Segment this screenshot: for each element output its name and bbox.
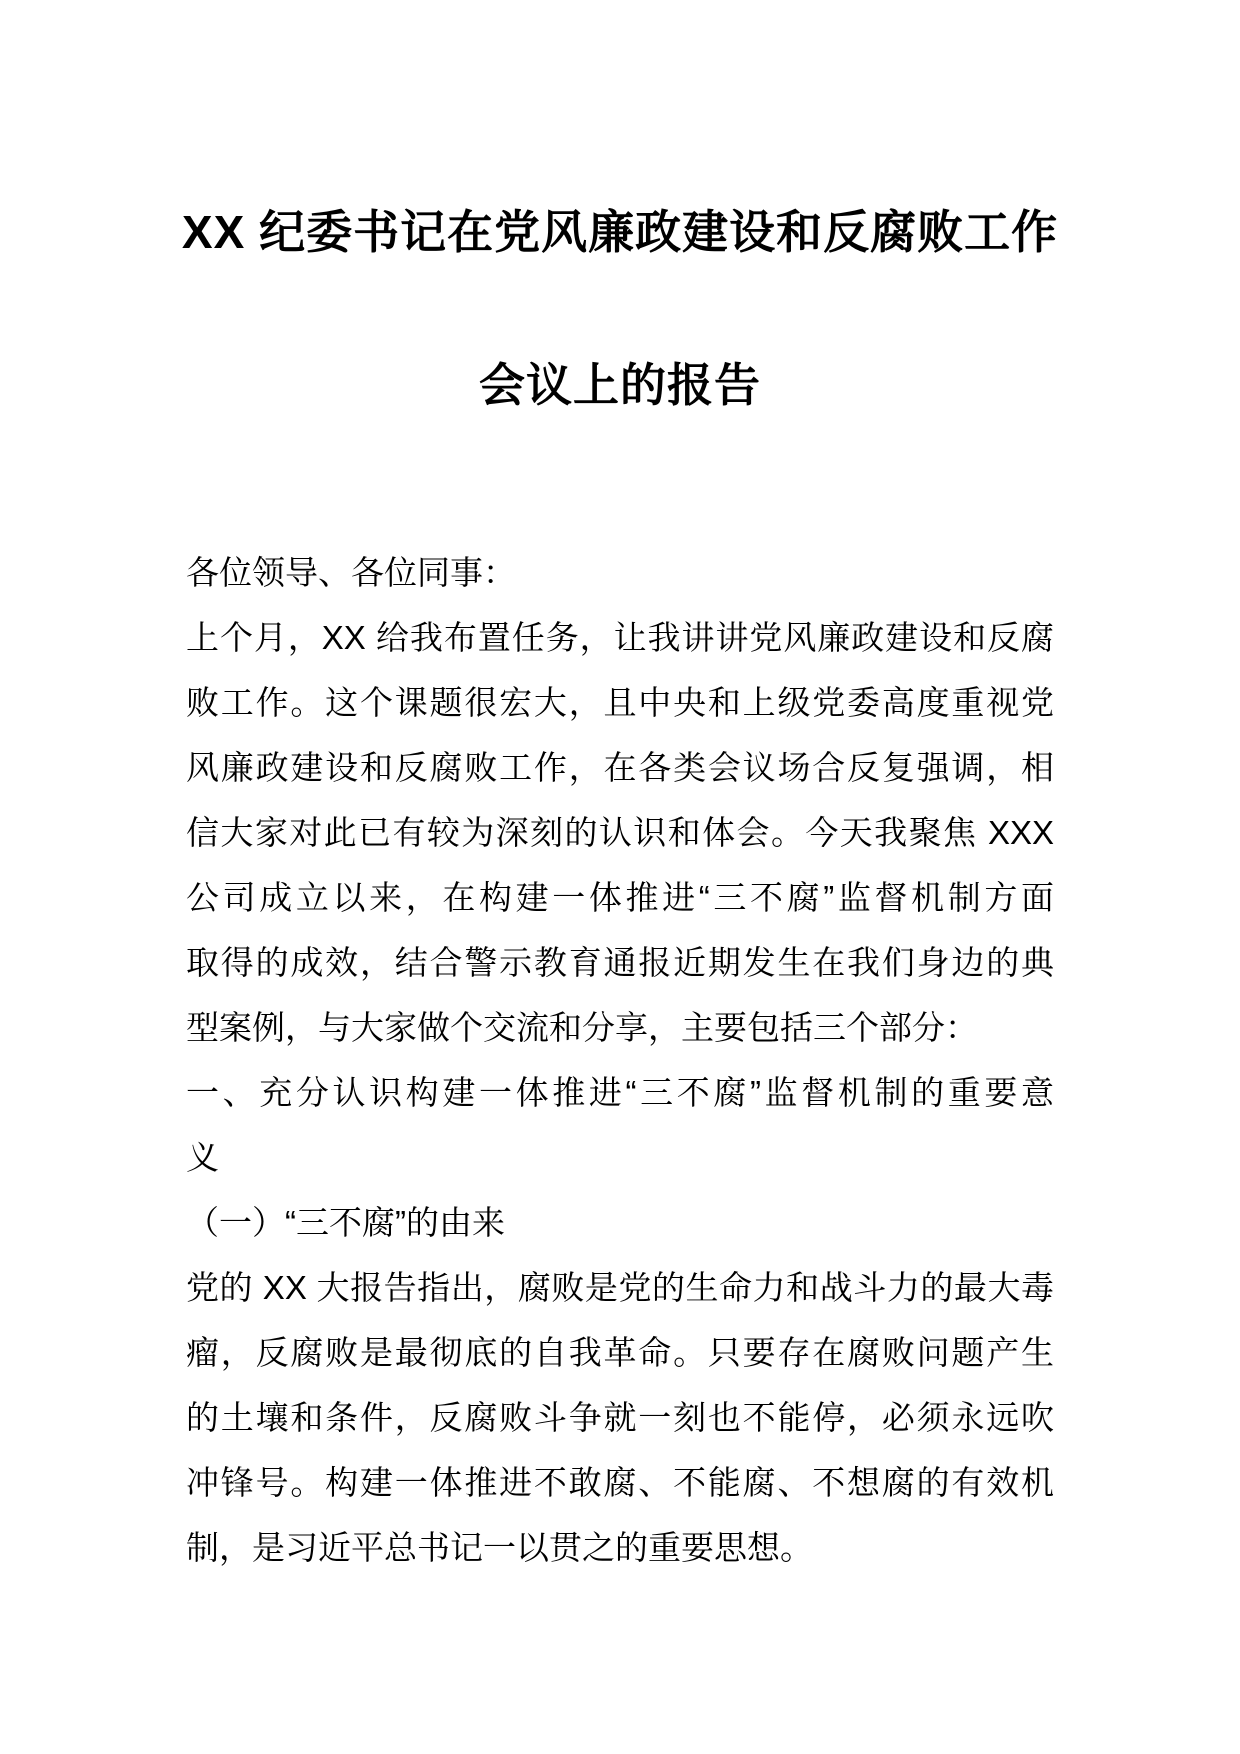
- body-line-3: 败工作。这个课题很宏大，且中央和上级党委高度重视党: [186, 684, 1054, 721]
- body-line-2: 上个月，XX 给我布置任务，让我讲讲党风廉政建设和反腐: [186, 619, 1054, 656]
- body-line-4: 风廉政建设和反腐败工作，在各类会议场合反复强调，相: [186, 749, 1054, 786]
- body-line-16: 制，是习近平总书记一以贯之的重要思想。: [186, 1529, 813, 1566]
- body-line-6: 公司成立以来，在构建一体推进“三不腐”监督机制方面: [186, 879, 1054, 916]
- body-line-7: 取得的成效，结合警示教育通报近期发生在我们身边的典: [186, 944, 1054, 981]
- body-line-8: 型案例，与大家做个交流和分享，主要包括三个部分：: [186, 1009, 978, 1046]
- document-body: [186, 540, 1054, 1580]
- document-title: [0, 156, 1240, 462]
- body-line-14: 的土壤和条件，反腐败斗争就一刻也不能停，必须永远吹: [186, 1399, 1054, 1436]
- body-line-10: 义: [186, 1139, 219, 1176]
- body-line-salutation: 各位领导、各位同事：: [186, 554, 516, 591]
- body-line-section-heading: 一、充分认识构建一体推进“三不腐”监督机制的重要意: [186, 1074, 1054, 1111]
- title-line-2: 会议上的报告: [479, 359, 761, 411]
- body-line-12: 党的 XX 大报告指出，腐败是党的生命力和战斗力的最大毒: [186, 1269, 1054, 1306]
- body-line-15: 冲锋号。构建一体推进不敢腐、不能腐、不想腐的有效机: [186, 1464, 1054, 1501]
- title-line-1: XX 纪委书记在党风廉政建设和反腐败工作: [181, 206, 1059, 258]
- body-line-13: 瘤，反腐败是最彻底的自我革命。只要存在腐败问题产生: [186, 1334, 1054, 1371]
- body-line-5: 信大家对此已有较为深刻的认识和体会。今天我聚焦 XXX: [186, 814, 1054, 851]
- body-line-subsection-heading: （一）“三不腐”的由来: [186, 1204, 505, 1241]
